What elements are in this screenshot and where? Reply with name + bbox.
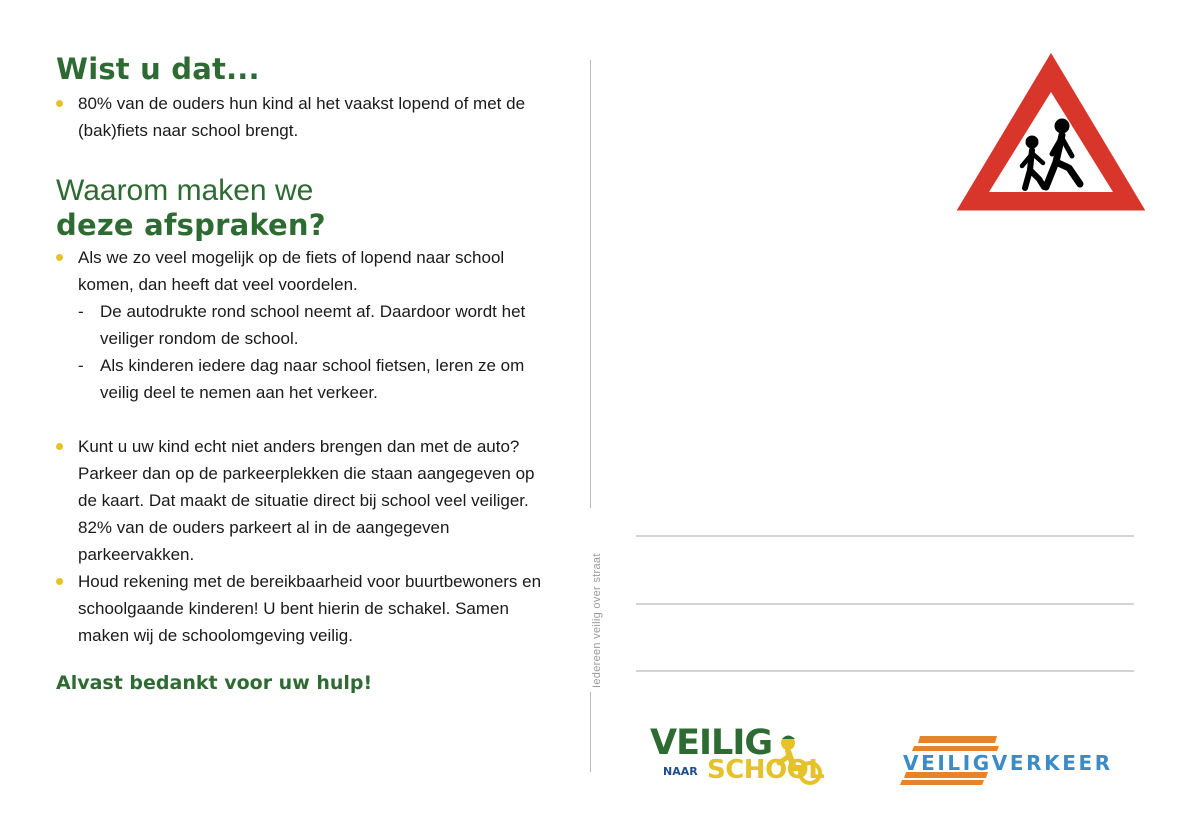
veilig-naar-school-logo bbox=[650, 724, 832, 788]
children-crossing-warning-sign-icon bbox=[948, 44, 1154, 220]
sub-list-item bbox=[78, 298, 556, 352]
bullet-text: Houd rekening met de bereikbaarheid voor buurtbewoners en schoolgaande kinderen! U bent hierin de schakel. Samen maken wij de schoolomgeving veilig. bbox=[78, 572, 542, 645]
sub-list-text: Als kinderen iedere dag naar school fietsen, leren ze om veilig deel te nemen aan het verkeer. bbox=[100, 356, 525, 402]
sub-list-text: De autodrukte rond school neemt af. Daardoor wordt het veiliger rondom de school. bbox=[100, 302, 526, 348]
veilig-verkeer-logo bbox=[900, 734, 1112, 786]
logo-word-naar: NAAR bbox=[663, 765, 698, 778]
address-line bbox=[636, 603, 1134, 605]
bullet-item bbox=[56, 90, 556, 144]
heading-wist-u-dat: Wist u dat... bbox=[56, 52, 260, 86]
bullet-dot-icon bbox=[56, 578, 63, 585]
address-line bbox=[636, 670, 1134, 672]
dash-marker: - bbox=[78, 302, 84, 321]
cyclist-icon bbox=[774, 730, 826, 788]
logo-word-veiligverkeer: VEILIGVERKEER bbox=[903, 751, 1113, 775]
heading-waarom bbox=[56, 174, 556, 242]
bullet-dot-icon bbox=[56, 100, 63, 107]
heading-line-1: Waarom maken we bbox=[56, 174, 314, 207]
logo-word-school: SCHOOL bbox=[707, 755, 825, 785]
bullet-item bbox=[56, 244, 556, 298]
bullet-item bbox=[56, 568, 556, 649]
heading-line-2: deze afspraken? bbox=[56, 208, 326, 242]
divider-vertical-text: Iedereen veilig over straat bbox=[591, 553, 603, 688]
bullet-dot-icon bbox=[56, 443, 63, 450]
bullet-text: Als we zo veel mogelijk op de fiets of lopend naar school komen, dan heeft dat veel voordelen. bbox=[78, 248, 505, 294]
bullet-text: Kunt u uw kind echt niet anders brengen dan met de auto? Parkeer dan op de parkeerplekken die staan aangegeven op de kaart. Dat maakt de situatie direct bij school veel veiliger. 82% van de ouders parkeert al in de aangegeven parkeervakken. bbox=[78, 437, 535, 564]
bullet-text: 80% van de ouders hun kind al het vaakst lopend of met de (bak)fiets naar school brengt. bbox=[78, 94, 526, 140]
bullet-dot-icon bbox=[56, 254, 63, 261]
logo-word-veilig: VEILIG bbox=[650, 723, 773, 763]
info-column bbox=[56, 52, 556, 694]
dash-marker: - bbox=[78, 356, 84, 375]
closing-thanks: Alvast bedankt voor uw hulp! bbox=[56, 672, 373, 694]
address-line bbox=[636, 535, 1134, 537]
sub-list-item bbox=[78, 352, 556, 406]
bullet-item bbox=[56, 433, 556, 568]
